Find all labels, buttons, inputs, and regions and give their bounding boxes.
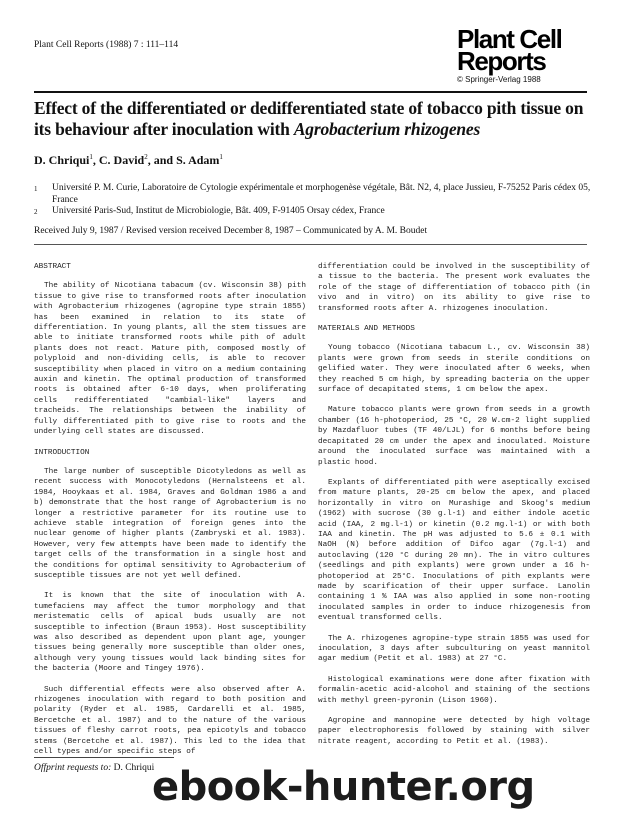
author-affil-mark: 1 xyxy=(219,153,223,161)
footnote-label: Offprint requests to: xyxy=(34,763,112,773)
abstract-heading: ABSTRACT xyxy=(34,263,71,271)
methods-paragraph: Explants of differentiated pith were aseptically excised from mature plants, 20-25 cm below the apex, and placed horizontally in vitro on Murashige and Skoog's medium (1962) with sucrose (30 g.l-1) and either indole acetic acid (IAA, 2 mg.l-1) or kinetin (0.2 mg.l-1) or with both IAA and kinetin. The pH was adjusted to 5.6 ± 0.1 with NaOH (N) before addition of Difco agar (7g.l-1) and autoclaving (120 °C during 20 mn). The in vitro cultures (seedlings and pith explants) were grown under a 16 h-photoperiod at 25°C. Inoculations of pith explants were made by scarification of their upper surface. Lanolin containing 1 % IAA was also applied in some non-rooting inoculated samples in order to induce rhizogenesis from eventual transformed cells. xyxy=(318,478,590,623)
body-paragraph: differentiation could be involved in the susceptibility of a tissue to the bacteria. The present work evaluates the role of the stage of differentiation of tobacco pith (in vivo and in vitro) on its ability to give rise to transformed roots after A. rhizogenes inoculation. xyxy=(318,263,590,313)
logo-line-1: Plant Cell xyxy=(457,24,562,54)
affiliation-number: 2 xyxy=(34,208,38,216)
journal-citation: Plant Cell Reports (1988) 7 : 111–114 xyxy=(34,40,179,50)
affiliation-text: Université Paris-Sud, Institut de Microbiologie, Bât. 409, F-91405 Orsay cédex, France xyxy=(52,206,385,216)
footnote-rule xyxy=(34,757,174,758)
affiliation-number: 1 xyxy=(34,185,38,193)
title-main: Effect of the differentiated or dedifferentiated state of tobacco pith tissue on its behaviour after inoculation with xyxy=(34,98,584,139)
logo-line-2: Reports xyxy=(457,46,546,76)
author-list: D. Chriqui$^1$, C. David$^2$, and S. Adam$^1$ xyxy=(34,153,223,167)
methods-paragraph: Histological examinations were done after fixation with formalin-acetic acid-alcohol and staining of the sections with methyl green-pyronin (Lison 1960). xyxy=(318,675,590,705)
author-name: S. Adam xyxy=(176,153,220,167)
copyright-notice: © Springer-Verlag 1988 xyxy=(457,75,541,84)
introduction-paragraph: The large number of susceptible Dicotyledons as well as recent success with Monocotyledons (Hernalsteens et al. 1984, Hooykaas et al. 1984, Graves and Goldman 1986 a and b) demonstrate that the host range of Agrobacterium is no longer a restrictive parameter for its routine use to achieve stable integration of foreign genes into the nuclear genome of higher plants (Zambryski et al. 1983). However, very few attempts have been made to identify the target cells of the transformation in a single host and the conditions for optimal sensitivity to Agrobacterium of susceptible tissues are not yet well defined. xyxy=(34,467,306,580)
affiliation-item xyxy=(34,183,594,206)
section-rule xyxy=(34,244,587,245)
title-organism: Agrobacterium rhizogenes xyxy=(293,119,481,139)
article-title xyxy=(34,98,594,140)
author-name: C. David xyxy=(98,153,145,167)
header-rule xyxy=(34,91,587,93)
received-dates: Received July 9, 1987 / Revised version received December 8, 1987 – Communicated by A. M. Boudet xyxy=(34,226,428,236)
methods-paragraph: Young tobacco (Nicotiana tabacum L., cv. Wisconsin 38) plants were grown from seeds in sterile conditions on gelified water. They were inoculated after 6 weeks, when they reached 5 cm high, by spreading bacteria on the upper surface of decapitated stems, 1 cm below the apex. xyxy=(318,344,590,395)
site-watermark: ebook-hunter.org xyxy=(152,764,535,810)
methods-heading: MATERIALS AND METHODS xyxy=(318,325,415,334)
journal-logo xyxy=(457,24,577,84)
author-affil-mark: 1 xyxy=(89,153,93,161)
introduction-heading: INTRODUCTION xyxy=(34,448,90,457)
affiliations xyxy=(34,183,594,219)
offprint-footnote xyxy=(34,763,154,773)
left-column xyxy=(34,262,306,767)
author-name: D. Chriqui xyxy=(34,153,90,167)
author-affil-mark: 2 xyxy=(144,153,148,161)
footnote-name: D. Chriqui xyxy=(113,763,155,773)
introduction-paragraph: It is known that the site of inoculation with A. tumefaciens may affect the tumor morphology and that meristematic cells of apical buds usually are not susceptible to infection (Braun 1953). Host susceptibility was also described as dependent upon plant age, younger tissues being generally more susceptible than older ones, although very young tissues would lack binding sites for the bacteria (Moore and Tingey 1976). xyxy=(34,592,306,674)
methods-paragraph: Mature tobacco plants were grown from seeds in a growth chamber (16 h-photoperiod, 25 °C, 20 W.cm-2 light supplied by Mazdafluor tubes (TF 40/LJL) for 6 months before being decapitated 20 cm under the apex and inoculated. Moisture around the inoculated surface was maintained with a plastic hood. xyxy=(318,406,590,467)
abstract-text: The ability of Nicotiana tabacum (cv. Wisconsin 38) pith tissue to give rise to transformed roots after inoculation with Agrobacterium rhizogenes (agropine type strain 1855) has been examined in relation to its state of differentiation. In young plants, all the stem tissues are able to initiate transformed roots while pith of adult plants does not react. Mature pith, composed mostly of polyploid and non-dividing cells, is able to recover susceptibility when placed in vitro on a medium containing auxin and kinetin. The optimal production of transformed roots is obtained after 6-10 days, when proliferating cells redifferentiated "cambial-like" layers and tracheids. The relationships between the inability of fully differentiated pith to give rise to roots and the underlying cell states are discussed. xyxy=(34,282,306,437)
right-column xyxy=(318,262,590,757)
introduction-paragraph: Such differential effects were also observed after A. rhizogenes inoculation with regard to both position and polarity (Ryder et al. 1985, Cardarelli et al. 1985, Bercetche et al. 1987) and to the nature of the various tissues of fleshy carrot roots, pea epicotyls and tobacco stems (Bercetche et al. 1987). This led to the idea that cell types and/or specific steps of xyxy=(34,685,306,757)
methods-paragraph: The A. rhizogenes agropine-type strain 1855 was used for inoculation, 3 days after subculturing on yeast mannitol agar medium (Petit et al. 1983) at 27 °C. xyxy=(318,634,590,664)
affiliation-item xyxy=(34,206,594,219)
methods-paragraph: Agropine and mannopine were detected by high voltage paper electrophoresis followed by staining with silver nitrate reagent, according to Petit et al. (1983). xyxy=(318,717,590,746)
affiliation-text: Université P. M. Curie, Laboratoire de Cytologie expérimentale et morphogenèse végétale, Bât. N2, 4, place Jussieu, F-75252 Paris cédex 05, France xyxy=(52,183,591,205)
